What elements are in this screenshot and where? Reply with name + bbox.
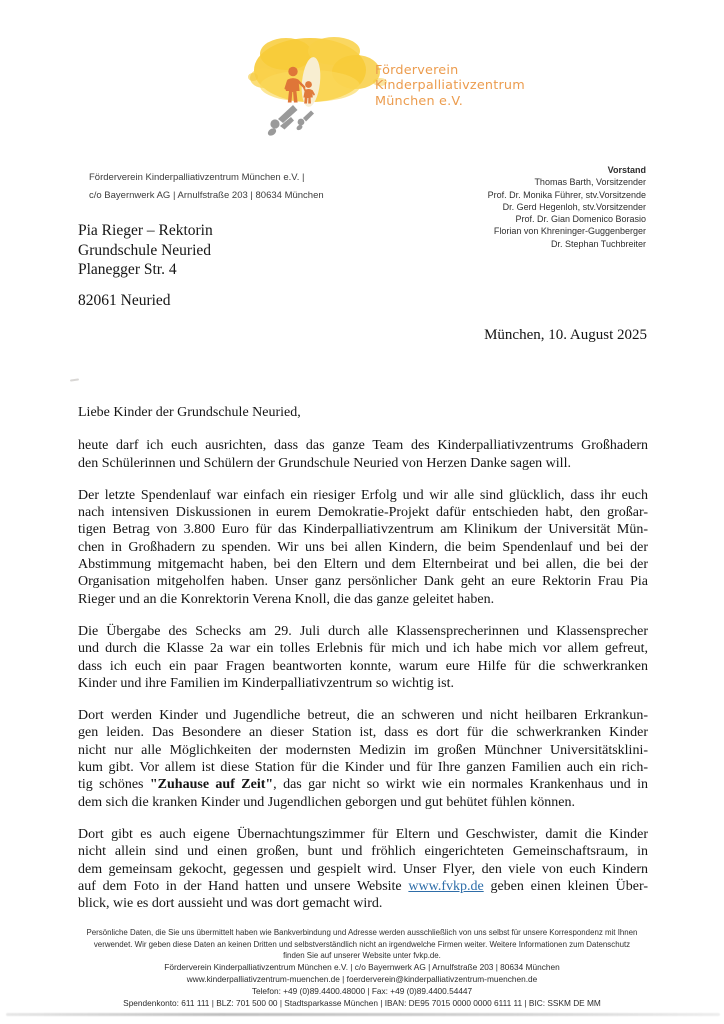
letter-line — [78, 843, 648, 860]
recipient-address — [78, 221, 213, 310]
text-segment: Dort gibt es auch eigene Übernachtungszimmer für Eltern und Geschwister, damit die Kinder — [78, 826, 648, 842]
text-segment: nicht allein sind und einen großen, bunt und fröhlich eingerichteten Gemeinschaftsraum, in — [78, 844, 648, 860]
letter-line — [78, 724, 648, 741]
text-segment: tigen Betrag von 3.800 Euro für das Kinderpalliativzentrum am Klinikum der Universität Mün- — [78, 522, 648, 538]
sender-address-line: c/o Bayernwerk AG | Arnulfstraße 203 | 80634 München — [89, 190, 324, 201]
letter-line — [78, 759, 648, 776]
text-segment: Rieger und an die Konrektorin Verena Knoll, die das ganze geleitet haben. — [78, 591, 495, 607]
text-segment: Kinder und ihre Familien im Kinderpalliativzentrum so wichtig ist. — [78, 675, 454, 691]
sender-address — [89, 169, 324, 205]
text-segment: den Schülerinnen und Schülern der Grundschule Neuried von Herzen Danke sagen will. — [78, 455, 571, 471]
letter-paragraph — [78, 437, 648, 472]
board-member: Dr. Stephan Tuchbreiter — [550, 238, 646, 249]
letter-line — [78, 861, 648, 878]
board-member: Prof. Dr. Gian Domenico Borasio — [515, 214, 646, 225]
letter-line — [78, 521, 648, 538]
board-title: Vorstand — [607, 165, 646, 175]
text-segment: Die Übergabe des Schecks am 29. Juli durch alle Klassensprecherinnen und Klassensprecher — [78, 623, 648, 639]
text-segment: kum gibt. Vor allem ist diese Station für die Kinder und für Ihre ganzen Familien auch ein rich- — [78, 760, 648, 776]
bold-text: "Zuhause auf Zeit" — [149, 777, 274, 793]
text-segment: blick, wie es dort aussieht und was dort gemacht wird. — [78, 896, 383, 912]
sender-address-line: Förderverein Kinderpalliativzentrum München e.V. | — [89, 172, 305, 183]
letter-line — [78, 640, 648, 657]
text-segment: und durch die Klasse 2a war ein tolles Erlebnis für mich und ich habe mich vor allem gefreut, — [78, 641, 648, 657]
text-segment: dem sich die kranken Kinder und Jugendlichen geborgen und gut behütet fühlen können. — [78, 794, 576, 810]
letter-line — [78, 455, 648, 472]
letter-line — [78, 742, 648, 759]
website-link[interactable]: www.fvkp.de — [408, 878, 484, 894]
letter-line — [78, 591, 648, 608]
text-segment: Der letzte Spendenlauf war einfach ein riesiger Erfolg und wir alle sind glücklich, dass ihr euch — [78, 487, 648, 503]
board-member: Florian von Khreninger-Guggenberger — [493, 226, 646, 237]
charity-logo-icon — [248, 30, 388, 153]
letter-line — [78, 623, 648, 640]
footer-address-line: Förderverein Kinderpalliativzentrum München e.V. | c/o Bayernwerk AG | Arnulfstraße 203 | 80634 München — [164, 962, 560, 972]
text-segment: gen leiden. Das Besondere an dieser Station ist, dass es dort für die schwerkranken Kinder — [78, 725, 648, 741]
letter-line — [78, 776, 648, 793]
scan-artifact — [70, 378, 79, 381]
text-segment: tig schönes — [78, 777, 150, 793]
letter-line — [78, 504, 648, 521]
privacy-line: Persönliche Daten, die Sie uns übermittelt haben wie Bankverbindung und Adresse werden ausschließlich von uns selbst für unsere Korrespondenz mit Ihnen — [86, 928, 638, 937]
board-member: Dr. Gerd Hegenloh, stv.Vorsitzender — [502, 201, 646, 212]
letter-line — [78, 895, 648, 912]
text-segment: dem gemeinsam gekocht, gegessen und gespielt wird. Unser Flyer, den viele von euch Kindern — [78, 861, 648, 877]
letter-line — [78, 826, 648, 843]
text-segment: heute darf ich euch ausrichten, dass das ganze Team des Kinderpalliativzentrums Großhadern — [78, 438, 648, 454]
footer-bank-line: Spendenkonto: 611 111 | BLZ: 701 500 00 | Stadtsparkasse München | IBAN: DE95 7015 0000 0000 6111 11 | BIC: SSKM DE MM — [123, 998, 601, 1009]
recipient-school: Grundschule Neuried — [78, 241, 211, 259]
letter-line — [78, 437, 648, 454]
footer-phone-line: Telefon: +49 (0)89.4400.48000 | Fax: +49 (0)89.4400.54447 — [251, 986, 473, 997]
recipient-street: Planegger Str. 4 — [78, 261, 177, 278]
board-list — [488, 164, 646, 250]
text-segment: nicht nur alle Möglichkeiten der modernsten Medizin im großen Münchner Universitätsklini- — [78, 742, 648, 758]
recipient-city: 82061 Neuried — [78, 291, 171, 309]
letter-paragraph — [78, 487, 648, 608]
logo-wordmark-line: Kinderpalliativzentrum — [375, 78, 525, 94]
letter-line — [78, 794, 648, 811]
logo-wordmark-line: München e.V. — [375, 93, 463, 109]
text-segment: Organisation mitgeholfen haben. Unser ganz persönlicher Dank geht an eure Rektorin Frau Pia — [78, 574, 648, 590]
letter-line — [78, 675, 648, 692]
letter-paragraph — [78, 623, 648, 692]
letter-body — [78, 404, 648, 927]
letter-line — [78, 707, 648, 724]
text-segment: chen in Großhadern zu spenden. Wir uns bei allen Kindern, die beim Spendenlauf und bei der — [78, 539, 648, 555]
text-segment: , das gar nicht so wirkt wie ein normales Krankenhaus und in — [273, 777, 648, 793]
letter-line — [78, 658, 648, 675]
letter-paragraph — [78, 707, 648, 811]
footer-contact — [28, 961, 696, 1009]
text-segment: Abstimmung mitgemacht haben, bei den Eltern und dem Elternbeirat und bei allen, die bei der — [78, 557, 648, 573]
text-segment: dass ich euch ein paar Fragen beantworten konnte, warum eure Hilfe für die schwerkranken — [78, 658, 648, 674]
text-segment: nach intensiven Diskussionen in eurem Demokratie-Projekt dafür entschieden habt, den großar- — [78, 505, 648, 521]
letter-line — [78, 556, 648, 573]
privacy-line: finden Sie auf unserer Website unter fvkp.de. — [283, 951, 441, 961]
letter-line — [78, 487, 648, 504]
salutation: Liebe Kinder der Grundschule Neuried, — [78, 405, 301, 420]
footer-web-email-line: www.kinderpalliativzentrum-muenchen.de | foerderverein@kinderpalliativzentrum-muenchen.de — [186, 974, 538, 985]
privacy-line: verwendet. Wir geben diese Daten an keinen Dritten und selbstverständlich nicht an irgendwelche Firmen weiter. Weitere Informationen zum Datenschutz — [93, 939, 631, 949]
letter-paragraph — [78, 826, 648, 912]
logo-wordmark-line: Förderverein — [375, 63, 459, 78]
text-segment: auf dem Foto in der Hand hatten und unsere Website — [78, 878, 409, 894]
privacy-notice — [50, 927, 674, 962]
text-segment: Dort werden Kinder und Jugendliche betreut, die an schweren und nicht heilbaren Erkrankun- — [78, 708, 648, 724]
text-segment: geben einen kleinen Über- — [483, 878, 648, 894]
letter-line — [78, 573, 648, 590]
scan-artifact — [6, 1013, 720, 1016]
letter-line — [78, 878, 648, 895]
date-line: München, 10. August 2025 — [484, 327, 647, 343]
board-member: Thomas Barth, Vorsitzender — [534, 177, 646, 188]
recipient-name: Pia Rieger – Rektorin — [78, 222, 213, 239]
letter-line — [78, 539, 648, 556]
board-member: Prof. Dr. Monika Führer, stv.Vorsitzende — [487, 189, 646, 200]
logo-wordmark — [375, 63, 525, 109]
